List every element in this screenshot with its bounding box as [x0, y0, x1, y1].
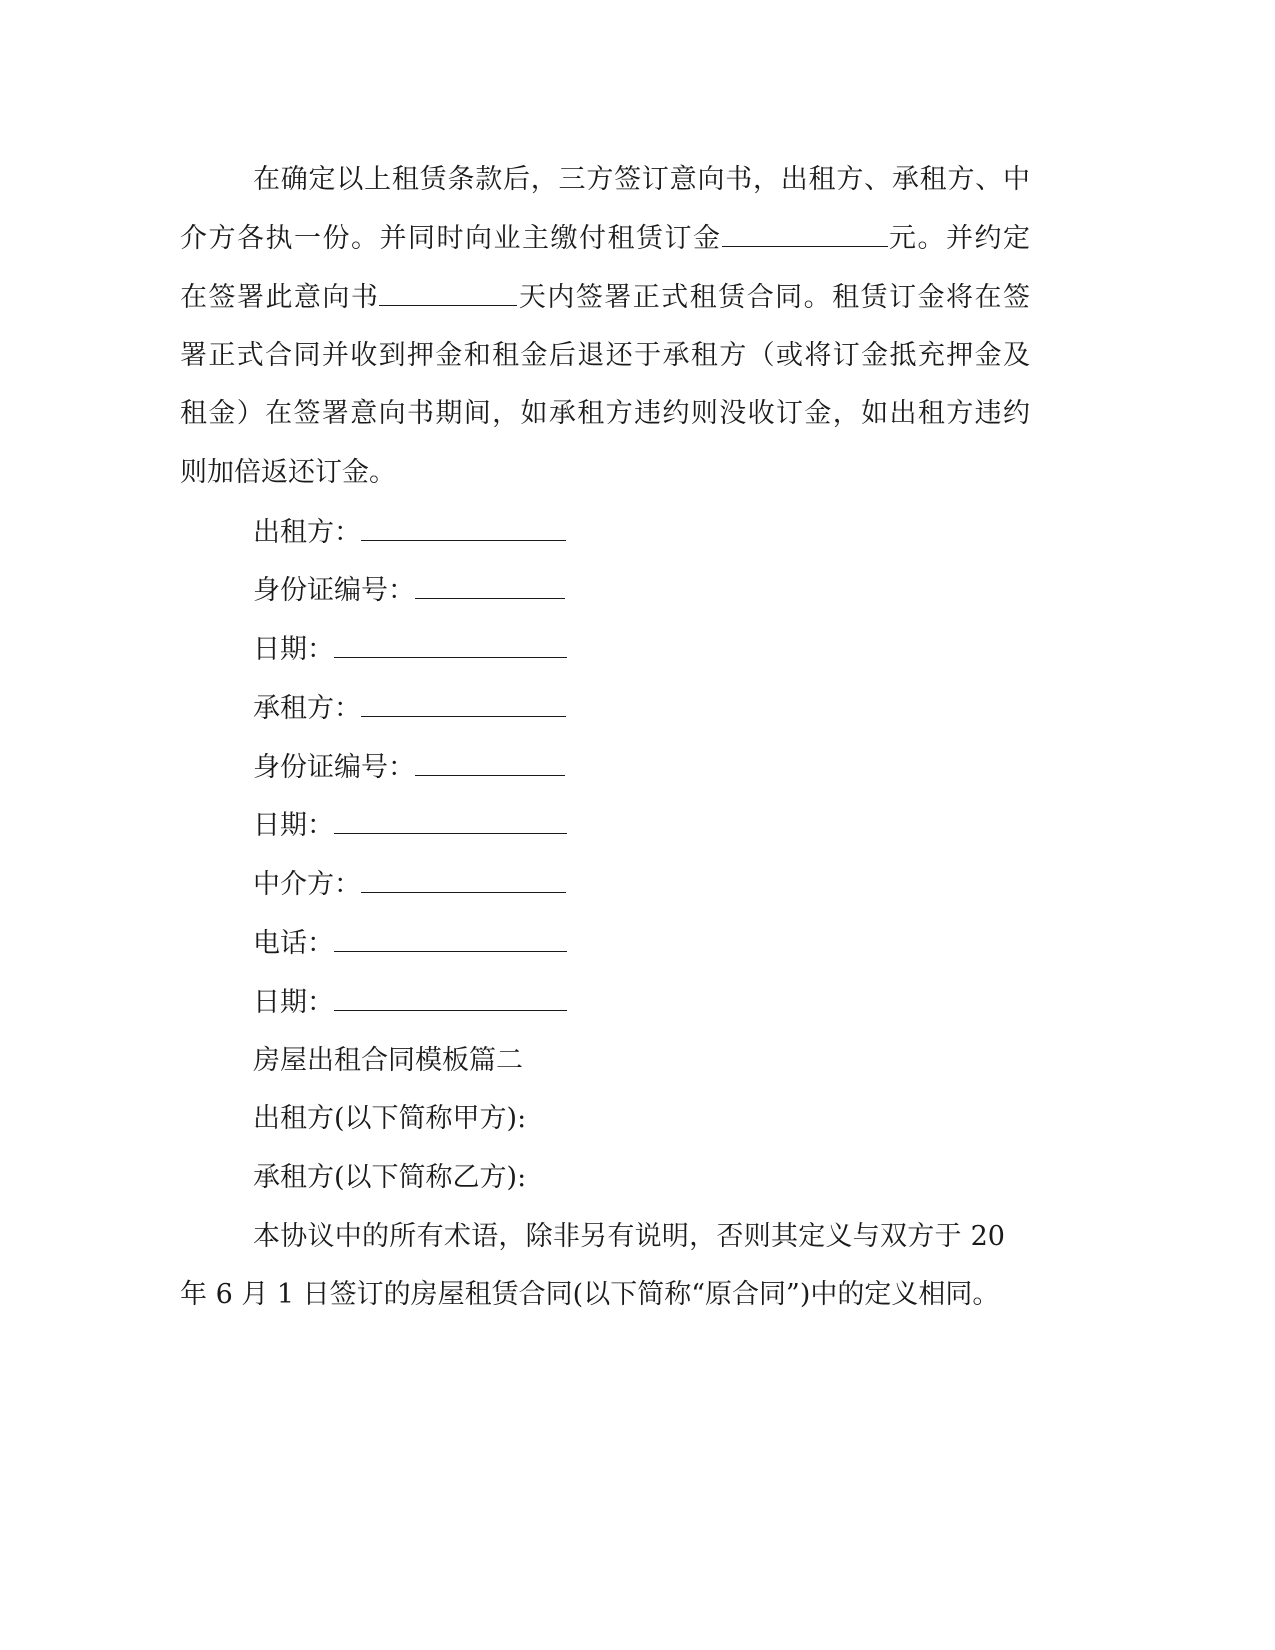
lessor-id-blank[interactable]	[415, 572, 565, 599]
section-title: 房屋出租合同模板篇二	[253, 1045, 523, 1076]
lessee-field	[253, 690, 566, 727]
lessee-date-field	[253, 807, 567, 844]
paragraph-text: 元。并约定	[887, 223, 1030, 254]
lessee-id-blank[interactable]	[415, 749, 565, 776]
paragraph-line	[180, 220, 1030, 257]
lessee-date-label: 日期：	[253, 810, 334, 841]
lessor-date-field	[253, 631, 567, 668]
lessee-id-field	[253, 749, 565, 786]
paragraph-line: 署正式合同并收到押金和租金后退还于承租方（或将订金抵充押金及	[180, 340, 1030, 371]
paragraph-text: 天内签署正式租赁合同。租赁订金将在签	[517, 282, 1031, 313]
lessor-date-label: 日期：	[253, 634, 334, 665]
agent-blank[interactable]	[361, 866, 566, 893]
party-a-line: 出租方(以下简称甲方):	[253, 1103, 527, 1134]
party-b-line: 承租方(以下简称乙方):	[253, 1162, 527, 1193]
lessor-field	[253, 514, 566, 551]
agent-phone-blank[interactable]	[334, 925, 567, 952]
agent-date-field	[253, 984, 567, 1021]
paragraph-line: 租金）在签署意向书期间，如承租方违约则没收订金，如出租方违约	[180, 398, 1030, 429]
agent-field	[253, 866, 566, 903]
days-blank[interactable]	[379, 279, 517, 306]
paragraph-text: 介方各执一份。并同时向业主缴付租赁订金	[180, 223, 722, 254]
lessor-label: 出租方：	[253, 517, 361, 548]
lessor-id-field	[253, 572, 565, 609]
paragraph-line: 本协议中的所有术语，除非另有说明，否则其定义与双方于 20	[253, 1221, 1005, 1252]
paragraph-line: 在确定以上租赁条款后，三方签订意向书，出租方、承租方、中	[253, 164, 1030, 195]
agent-phone-field	[253, 925, 567, 962]
agent-phone-label: 电话：	[253, 928, 334, 959]
paragraph-line	[180, 279, 1030, 316]
lessee-date-blank[interactable]	[334, 807, 567, 834]
paragraph-line: 年 6 月 1 日签订的房屋租赁合同(以下简称“原合同”)中的定义相同。	[180, 1279, 1000, 1310]
agent-date-label: 日期：	[253, 987, 334, 1018]
paragraph-text: 在签署此意向书	[180, 282, 380, 313]
lessor-date-blank[interactable]	[334, 631, 567, 658]
lessor-blank[interactable]	[361, 514, 566, 541]
lessor-id-label: 身份证编号：	[253, 575, 415, 606]
agent-label: 中介方：	[253, 869, 361, 900]
lessee-id-label: 身份证编号：	[253, 752, 415, 783]
deposit-amount-blank[interactable]	[722, 220, 888, 247]
lessee-blank[interactable]	[361, 690, 566, 717]
lessee-label: 承租方：	[253, 693, 361, 724]
paragraph-line: 则加倍返还订金。	[180, 457, 396, 488]
agent-date-blank[interactable]	[334, 984, 567, 1011]
